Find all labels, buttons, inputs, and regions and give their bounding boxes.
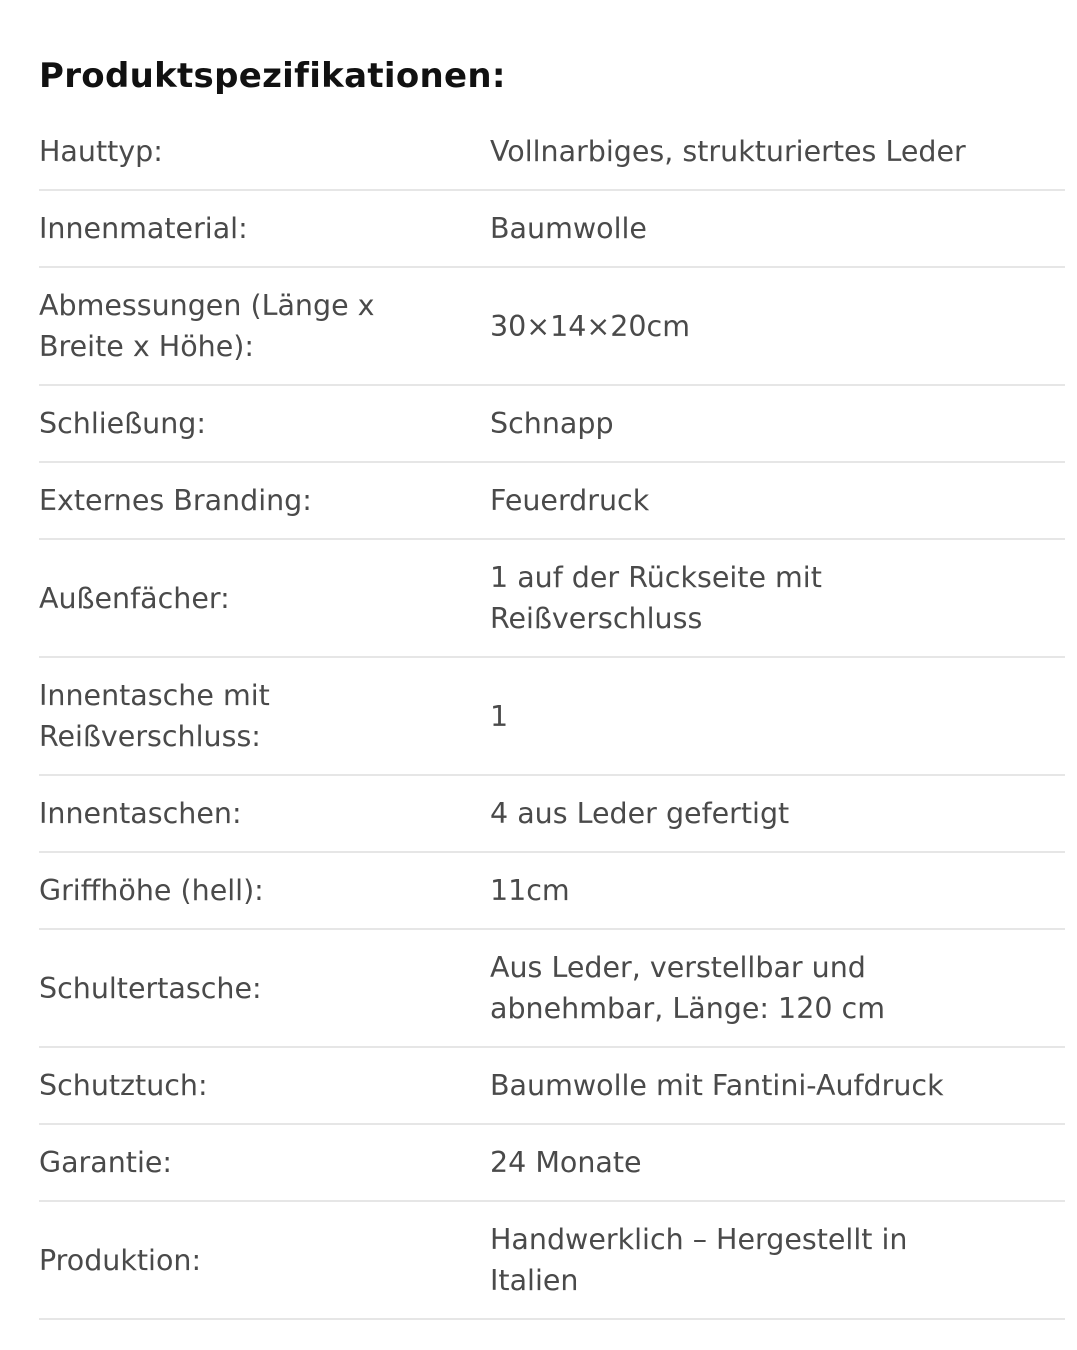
spec-label: Griffhöhe (hell): (39, 874, 264, 907)
spec-label: Abmessungen (Länge x Breite x Höhe): (39, 289, 375, 363)
spec-label: Garantie: (39, 1146, 173, 1179)
spec-value: Aus Leder, verstellbar und abnehmbar, Länge: 120 cm (490, 951, 885, 1025)
spec-row-dust-bag (39, 1048, 1065, 1125)
spec-row-outer-compartments (39, 540, 1065, 658)
spec-row-inner-pockets (39, 776, 1065, 853)
spec-value: Handwerklich – Hergestellt in Italien (490, 1223, 908, 1297)
spec-row-skin-type (39, 114, 1065, 191)
spec-value: Baumwolle (490, 212, 647, 245)
spec-label: Schultertasche: (39, 971, 262, 1005)
spec-row-external-branding (39, 463, 1065, 540)
spec-label: Hauttyp: (39, 135, 163, 168)
spec-row-closure (39, 386, 1065, 463)
spec-label: Schutztuch: (39, 1069, 208, 1102)
spec-value: 24 Monate (490, 1146, 642, 1179)
spec-value: 1 (490, 699, 509, 733)
spec-value: 11cm (490, 874, 570, 907)
spec-value: Baumwolle mit Fantini-Aufdruck (490, 1069, 944, 1102)
spec-label: Innenmaterial: (39, 212, 248, 245)
page-title: Produktspezifikationen: (39, 56, 506, 96)
spec-value: 30×14×20cm (490, 309, 690, 343)
spec-value: Feuerdruck (490, 484, 650, 517)
spec-value: Vollnarbiges, strukturiertes Leder (490, 135, 966, 168)
spec-label: Externes Branding: (39, 484, 312, 517)
spec-value: Schnapp (490, 407, 614, 440)
spec-label: Produktion: (39, 1243, 202, 1277)
spec-table (39, 114, 1065, 1320)
spec-value: 1 auf der Rückseite mit Reißverschluss (490, 561, 822, 635)
spec-label: Innentaschen: (39, 797, 242, 830)
spec-label: Innentasche mit Reißverschluss: (39, 679, 270, 753)
spec-row-dimensions (39, 268, 1065, 386)
spec-row-handle-height (39, 853, 1065, 930)
spec-row-production (39, 1202, 1065, 1320)
spec-label: Außenfächer: (39, 581, 230, 615)
spec-row-inner-material (39, 191, 1065, 268)
spec-row-inner-zip-pocket (39, 658, 1065, 776)
spec-row-warranty (39, 1125, 1065, 1202)
spec-value: 4 aus Leder gefertigt (490, 797, 790, 830)
spec-row-shoulder-strap (39, 930, 1065, 1048)
spec-label: Schließung: (39, 407, 206, 440)
